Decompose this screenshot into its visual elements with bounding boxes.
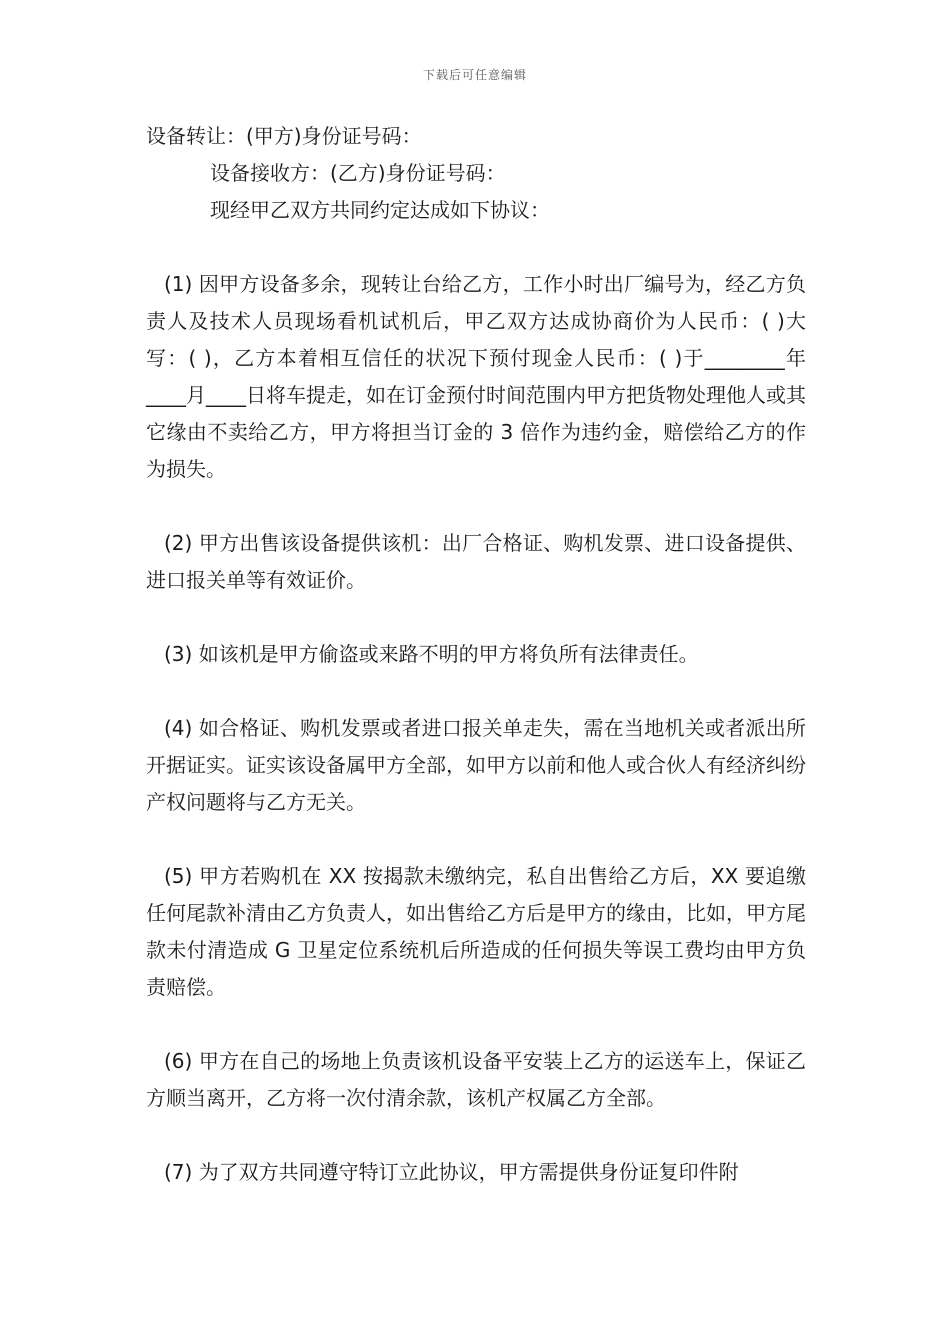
transferor-line: 设备转让：(甲方)身份证号码：: [146, 124, 422, 148]
clause-3: (3) 如该机是甲方偷盗或来路不明的甲方将负所有法律责任。: [164, 642, 699, 666]
paragraph-gap: [146, 821, 806, 858]
clause-6: (6) 甲方在自己的场地上负责该机设备平安装上乙方的运送车上，保证乙方顺当离开，乙方将一次付清余款，该机产权属乙方全部。: [146, 1049, 806, 1110]
paragraph-gap: [146, 488, 806, 525]
clause-1: (1) 因甲方设备多余，现转让台给乙方，工作小时出厂编号为，经乙方负责人及技术人员现场看机试机后，甲乙双方达成协商价为人民币：( )大写：( )，乙方本着相互信任的状况下预付现金人民币：( )于________年____月____日将车提走，如在订金预付时间范围内甲方把货物处理他人或其它缘由不卖给乙方，甲方将担当订金的 3 倍作为违约金，赔偿给乙方的作为损失。: [146, 272, 806, 481]
agreement-intro-line: 现经甲乙双方共同约定达成如下协议：: [210, 198, 550, 222]
paragraph-gap: [146, 229, 806, 266]
page-header-note: 下载后可任意编辑: [422, 68, 527, 82]
paragraph-gap: [146, 1006, 806, 1043]
agreement-body: [146, 118, 806, 1191]
clause-7: (7) 为了双方共同遵守特订立此协议，甲方需提供身份证复印件附: [164, 1160, 739, 1184]
clause-4: (4) 如合格证、购机发票或者进口报关单走失，需在当地机关或者派出所开据证实。证实该设备属甲方全部，如甲方以前和他人或合伙人有经济纠纷产权问题将与乙方无关。: [146, 716, 806, 814]
paragraph-gap: [146, 599, 806, 636]
paragraph-gap: [146, 1117, 806, 1154]
receiver-line: 设备接收方：(乙方)身份证号码：: [210, 161, 506, 185]
clause-2: (2) 甲方出售该设备提供该机：出厂合格证、购机发票、进口设备提供、进口报关单等有效证价。: [146, 531, 806, 592]
paragraph-gap: [146, 673, 806, 710]
clause-5: (5) 甲方若购机在 XX 按揭款未缴纳完，私自出售给乙方后，XX 要追缴任何尾款补清由乙方负责人，如出售给乙方后是甲方的缘由，比如，甲方尾款未付清造成 G 卫星定位系统机后所造成的任何损失等误工费均由甲方负责赔偿。: [146, 864, 806, 999]
